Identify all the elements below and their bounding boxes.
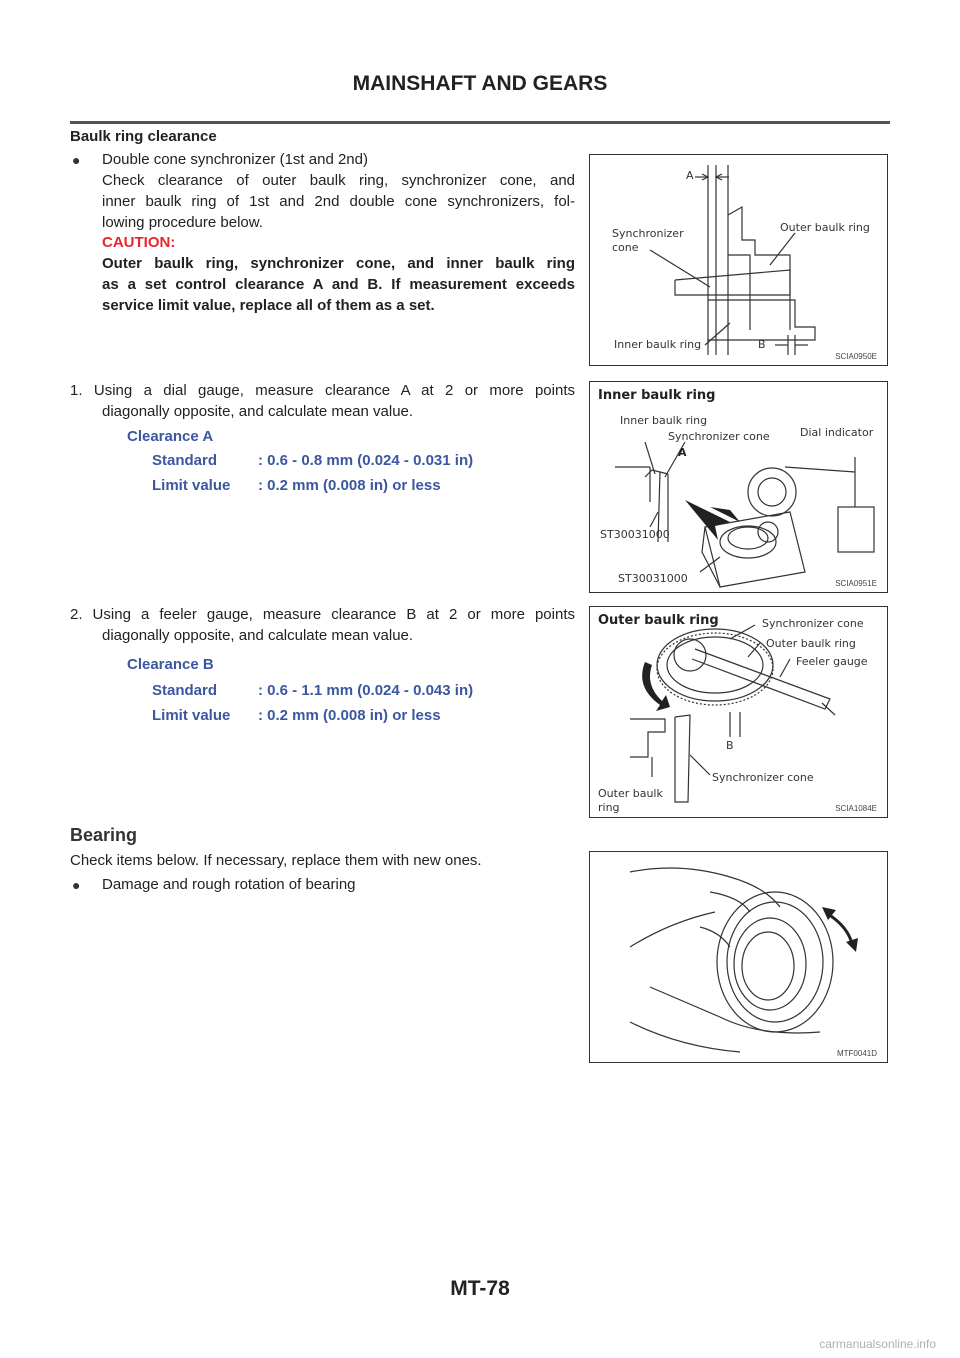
text-line: service limit value, replace all of them as a set. bbox=[102, 297, 435, 314]
fig2-label-dial: Dial indicator bbox=[800, 426, 874, 439]
fig2-label-tool-1: ST30031000 bbox=[600, 528, 670, 541]
clearance-a-title: Clearance A bbox=[127, 428, 214, 445]
fig3-label-outer: Outer baulk ring bbox=[766, 637, 856, 650]
clearance-b-limit-value: : 0.2 mm (0.008 in) or less bbox=[258, 707, 441, 724]
title-rule bbox=[70, 121, 890, 124]
fig1-label-sync-2: cone bbox=[612, 241, 639, 254]
fig2-label-sync: Synchronizer cone bbox=[668, 430, 770, 443]
fig1-label-outer: Outer baulk ring bbox=[780, 221, 870, 234]
fig3-label-sync2: Synchronizer cone bbox=[712, 771, 814, 784]
caution-text bbox=[102, 253, 575, 316]
section-heading-bearing: Bearing bbox=[70, 825, 138, 845]
clearance-b-title: Clearance B bbox=[127, 656, 214, 673]
figure-baulk-ring-section bbox=[589, 154, 888, 366]
text-line: 1. Using a dial gauge, measure clearance A at 2 or more points bbox=[70, 382, 575, 399]
page-number: MT-78 bbox=[450, 1277, 510, 1300]
rotation-arrow-icon bbox=[642, 662, 670, 711]
clearance-a-limit-value: : 0.2 mm (0.008 in) or less bbox=[258, 477, 441, 494]
fig1-label-b: B bbox=[758, 338, 766, 351]
caution-label: CAUTION: bbox=[102, 234, 176, 251]
fig3-label-outer2-2: ring bbox=[598, 801, 620, 814]
bearing-intro: Check items below. If necessary, replace them with new ones. bbox=[70, 852, 482, 869]
fig3-label-outer2-1: Outer baulk bbox=[598, 787, 663, 800]
figure-outer-baulk-ring-measure bbox=[589, 606, 888, 818]
clearance-a-standard-label: Standard bbox=[152, 452, 218, 469]
clearance-b-standard-label: Standard bbox=[152, 682, 218, 699]
text-line: Double cone synchronizer (1st and 2nd) bbox=[102, 151, 368, 168]
fig2-label-a: A bbox=[678, 446, 687, 459]
fig3-code: SCIA1084E bbox=[835, 804, 877, 813]
fig3-title: Outer baulk ring bbox=[598, 613, 719, 628]
clearance-a-limit-label: Limit value bbox=[152, 477, 231, 494]
fig1-code: SCIA0950E bbox=[835, 352, 877, 361]
fig1-label-sync-1: Synchronizer bbox=[612, 227, 684, 240]
figure-inner-baulk-ring-measure bbox=[589, 381, 888, 593]
figure-baulk-ring-section-drawing bbox=[590, 155, 888, 366]
figure-bearing-check bbox=[589, 851, 888, 1063]
text-line: as a set control clearance A and B. If measurement exceeds bbox=[102, 276, 575, 293]
fig1-label-inner: Inner baulk ring bbox=[614, 338, 702, 351]
text-line: inner baulk ring of 1st and 2nd double cone synchronizers, fol- bbox=[102, 193, 575, 210]
step-1 bbox=[70, 380, 575, 422]
clearance-a-standard-value: : 0.6 - 0.8 mm (0.024 - 0.031 in) bbox=[258, 452, 474, 469]
page-title: MAINSHAFT AND GEARS bbox=[352, 72, 608, 95]
step-2 bbox=[70, 604, 575, 646]
text-line: Check clearance of outer baulk ring, synchronizer cone, and bbox=[102, 172, 575, 189]
clearance-b-limit-label: Limit value bbox=[152, 707, 231, 724]
fig3-label-feeler: Feeler gauge bbox=[796, 655, 868, 668]
clearance-b-standard-value: : 0.6 - 1.1 mm (0.024 - 0.043 in) bbox=[258, 682, 474, 699]
fig3-label-sync: Synchronizer cone bbox=[762, 617, 864, 630]
text-line: 2. Using a feeler gauge, measure clearance B at 2 or more points bbox=[70, 606, 575, 623]
watermark: carmanualsonline.info bbox=[819, 1337, 936, 1351]
fig1-label-a: A bbox=[686, 169, 694, 182]
fig3-label-b: B bbox=[726, 739, 734, 752]
text-line: Outer baulk ring, synchronizer cone, and inner baulk ring bbox=[102, 255, 575, 272]
text-line: diagonally opposite, and calculate mean value. bbox=[102, 627, 414, 644]
figure-bearing-drawing bbox=[590, 852, 888, 1063]
bearing-bullet: Damage and rough rotation of bearing bbox=[102, 876, 356, 893]
text-line: lowing procedure below. bbox=[102, 214, 263, 231]
fig2-code: SCIA0951E bbox=[835, 579, 877, 588]
fig2-label-inner: Inner baulk ring bbox=[620, 414, 708, 427]
bullet-dot-icon: ● bbox=[72, 152, 81, 168]
bullet-double-cone bbox=[102, 149, 575, 233]
fig2-title: Inner baulk ring bbox=[598, 388, 716, 403]
fig2-label-tool-2: ST30031000 bbox=[618, 572, 688, 585]
rotation-double-arrow-icon bbox=[822, 907, 858, 952]
fig4-code: MTF0041D bbox=[836, 1049, 877, 1058]
section-heading-baulk-ring: Baulk ring clearance bbox=[70, 128, 217, 145]
bullet-dot-icon: ● bbox=[72, 877, 81, 893]
text-line: diagonally opposite, and calculate mean value. bbox=[102, 403, 414, 420]
